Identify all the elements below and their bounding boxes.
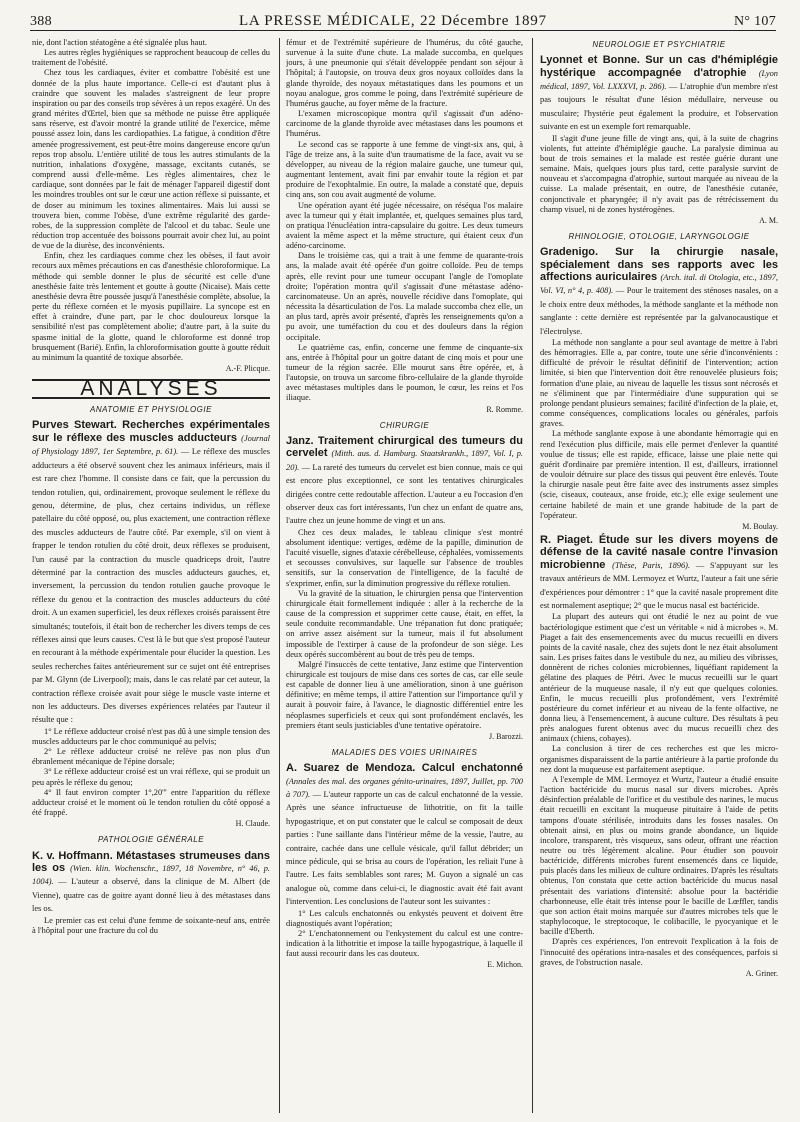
article-body: — L'atrophie d'un membre n'est pas toujours le résultat d'une lésion médullaire, nerveuse ou musculaire; l'hystérie peut également la produire, et l'observation suivante en est un exemple fort remarquable. [540, 81, 778, 132]
article-body: — Pour le traitement des sténoses nasales, on a le choix entre deux méthodes, la méthode sanglante et la méthode non sanglante : cette dernière est représentée par la galvanocaustique et l'électrolyse. [540, 286, 778, 336]
article-body: — L'auteur rapporte un cas de calcul enchatonné de la vessie. Après une séance infructueuse de lithotritie, on fit la taille hypogastrique, et on put constater que le calcul se composait de deux parties : l'une saillante dans l'intérieur même de la vessie, l'autre, au contraire, cachée dans une cellule vésicale, qu'il fallut débrider; un mince pédicule, qui se brisa au cours de l'opération, les reliait l'une à l'autre. Les faits semblables sont rares; M. Guyon a signalé un cas analogue où, comme dans celui-ci, le diagnostic avait été fait avant l'intervention. Les conclusions de l'auteur sont les suivantes : [286, 790, 523, 907]
list-item: 3° Le réflexe adducteur croisé est un vrai réflexe, qui se produit un peu après le réflexe du genou; [32, 767, 270, 787]
article-title: Janz. Traitement chirurgical des tumeurs du cervelet [286, 434, 523, 460]
page-number: 388 [30, 14, 52, 29]
paragraph: La conclusion à tirer de ces recherches est que les micro-organismes disparaissent de la partie antérieure à la partie profonde du nez dont la muqueuse est parfaitement aseptique. [540, 744, 778, 774]
article-reference: (Lyon médical, 1897, Vol. LXXXVI, p. 286). [540, 68, 778, 91]
article-title: R. Piaget. Étude sur les divers moyens de défense de la cavité nasale contre l'invasion microbienne [540, 533, 778, 571]
paragraph: Chez tous les cardiaques, éviter et combattre l'obésité est une donnée de la plus haute importance. Celle-ci est d'autant plus à craindre que souvent les malades s'astreignent de leur propre inspiration ou par des conseils trop sévères à un repos exagéré. Un des grand mérites d'Œrtel, bien que sa méthode ne puisse être appliquée sans réserve, est d'avoir montré la grande utilité de l'exercice, même poussé assez loin, dans les cardiopathies. La fatigue, à condition d'être amenée progressivement, est peut-être moins dangereuse encore qu'un repos trop absolu. L'entière utilité de tous les autres stimulants de la nutrition, inhalations d'oxygène, massage, excitants cutanés, se comprend aussi d'elle-même. Les règles alimentaires, chez le cardiaque, sont données par le fait de ménager l'appareil digestif dont les moindres troubles ont sur le cœur une action réflexe si puissante, et de doser au minimum les toxines alimentaires. Mais lui aussi se trouvera bien, comme l'obèse, d'une extrême régularité des garde-robes, de la suppression complète de l'alcool et du tabac. Seule une réduction trop accentuée des boissons pourrait avoir chez lui, au point de vue de la diurèse, des inconvénients. [32, 68, 270, 251]
paragraph: Les autres règles hygiéniques se rapprochent beaucoup de celles du traitement de l'obésité. [32, 48, 270, 68]
article-title: Purves Stewart. Recherches expérimentales sur le réflexe des muscles adducteurs [32, 419, 270, 444]
journal-title: LA PRESSE MÉDICALE, 22 Décembre 1897 [238, 13, 547, 29]
paragraph: Une opération ayant été jugée nécessaire, on réséqua l'os malaire avec la tumeur qui y était implantée, et, quelques semaines plus tard, on pratiqua l'énucléation intra-capsulaire du goitre. Les deux tumeurs avaient la même aspect et la même structure, qui étaient ceux d'un adéno-carcinome. [286, 200, 523, 251]
list-item: 4° Il faut environ compter 1°,20''' entre l'apparition du réflexe adducteur croisé et le moment où le tendon rotulien du côté opposé a été frappé. [32, 787, 270, 818]
article-title: Lyonnet et Bonne. Sur un cas d'hémiplégie hystérique accompagnée d'atrophie [540, 54, 778, 79]
list-item: 1° Le réflexe adducteur croisé n'est pas dû à une simple tension des muscles adducteurs par le choc communiqué au pelvis; [32, 726, 270, 746]
paragraph: Le premier cas est celui d'une femme de soixante-neuf ans, entrée à l'hôpital pour une fracture du col du [32, 915, 270, 935]
paragraph: D'après ces expériences, l'on entrevoit l'explication à la fois de l'innocuité des opérations intra-nasales et des conséquences, parfois si graves, de l'obstruction nasale. [540, 937, 778, 967]
list-item: 2° L'enchatonnement ou l'enkystement du calcul est une contre-indication à la lithotritie et impose la taille hypogastrique, à laquelle il faut aussi recourir dans les cas douteux. [286, 929, 523, 959]
column-divider [532, 38, 533, 1113]
article-body: — L'auteur a observé, dans la clinique de M. Albert (de Vienne), quatre cas de goitre ayant donné lieu à des métastases dans les os. [32, 877, 270, 914]
paragraph: La plupart des auteurs qui ont étudié le nez au point de vue bactériologique estiment que c'est un véritable « nid à microbes ». M. Piaget a fait des ensemencements avec du mucus recueilli en divers points de la cavité nasale, chez des sujets dont le nez était absolument sain. Les prises faites dans le vestibule du nez, au milieu des vibrisses, donnèrent de riches colonies microbiennes, liquéfiant rapidement la gélatine des plaques de Pétri. Avec le mucus recueilli sur le quart antérieur de la muqueuse nasale, il n'y eut que quelques colonies. Enfin, le mucus recueilli plus profondément, vers l'extrémité postérieure du cornet inférieur et au niveau de la fente olfactive, ne donna lieu, à l'ensemencement, à aucune culture. Des résultats à peu près analogues furent obtenus avec du mucus recueilli chez des animaux (chiens, cobayes). [540, 612, 778, 744]
paragraph: La méthode sanglante expose à une abondante hémorragie qui en rend l'exécution plus difficile, mais elle permet d'enlever la quantité voulue de tissus; elle est rapide, efficace, laisse une plaie nette qui guérit d'ordinaire par première intention. Il est, d'ailleurs, irrationnel de vouloir détruire sur place des tissus qui peuvent être enlevés. Toute la chirurgie nasale peut être faite avec des instruments assez simples (scie, ciseaux, couteaux, anse froide, etc.); elle exige seulement une certaine habileté de main et une grande habitude de la part de l'opérateur. [540, 429, 778, 520]
column-3 [540, 38, 778, 1113]
author-signature: A.-F. Plicque. [225, 364, 270, 373]
section-heading: NEUROLOGIE ET PSYCHIATRIE [592, 40, 726, 49]
author-signature: A. Griner. [745, 968, 778, 978]
section-heading: MALADIES DES VOIES URINAIRES [331, 748, 478, 758]
paragraph: A l'exemple de MM. Lermoyez et Wurtz, l'auteur a étudié ensuite l'action bactéricide du mucus nasal sur divers microbes. Après désinfection préalable de l'orifice et du vestibule des narines, le mucus était recueilli en excitant la muqueuse pituitaire à l'aide de petits tampons d'ouate stérilisée, introduits dans les fosses nasales. On obtenait ainsi, en plus ou moins grande abondance, un liquide incolore, transparent, très visqueux, sans odeur, offrant une réaction neutre ou très légèrement alcaline. Pour étudier son pouvoir bactéricide, différents microbes furent ensemencés dans ce liquide, puis placés dans les milieux de culture ordinaires. D'après les résultats obtenus, l'on constata que cette action bactéricide du mucus nasal présentait des variations d'intensité: absolue pour la bactéridie charbonneuse, elle était très intense pour le bacille de Lœffler, tandis que son action était moins marquée sur d'autres microbes tels que le staphylocoque, le streptocoque, le colibacille, le pyocyanique et le bacille d'Eberth. [540, 774, 778, 937]
article-entry [32, 850, 270, 916]
author-signature: J. Barozzi. [489, 731, 523, 741]
paragraph: Malgré l'insuccès de cette tentative, Janz estime que l'intervention chirurgicale est toujours de mise dans ces sortes de cas, car elle seule est capable de donner lieu à une amélioration, sinon à une guérison définitive; en même temps, il attire l'attention sur l'importance qu'il y aurait à pouvoir faire, à l'avance, le diagnostic différentiel entre les néoplasmes superficiels et ceux qui sont profondément enclavés, les premiers étant seuls justiciables d'une tentative opératoire. [286, 659, 523, 730]
paragraph: fémur et de l'extrémité supérieure de l'humérus, du côté gauche, survenue à la suite d'une chute. La malade succomba, en quelques jours, à une pneumonie qui s'était développée pendant son séjour à l'hôpital; à l'autopsie, on trouva deux gros noyaux colloïdes dans la glande thyroïde, des noyaux métastatiques dans les poumons et un noyau analogue, gros comme le poing, dans l'extrémité supérieure de l'humérus gauche, au foyer même de la fracture. [286, 38, 523, 108]
list-item: 2° Le réflexe adducteur croisé ne relève pas non plus d'un ébranlement mécanique de l'épine dorsale; [32, 747, 270, 767]
author-signature: E. Michon. [487, 960, 523, 970]
paragraph: Le quatrième cas, enfin, concerne une femme de cinquante-six ans, entrée à l'hôpital pour un goitre datant de cinq mois et pour une tumeur de la région sacrée. Elle mourut sans être opérée, et, à l'autopsie, on trouva un sarcome fibro-cellulaire de la glande thyroïde avec métastases multiples dans le poumon, le cœur, les reins et l'os iliaque. [286, 342, 523, 403]
column-divider [279, 38, 280, 1113]
paragraph: La méthode non sanglante a pour seul avantage de mettre à l'abri des hémorragies. Elle a, par contre, toute une série d'inconvénients : difficulté de prévoir le résultat définitif de l'intervention; action limitée, si bien que l'intervention doit être renouvelée plusieurs fois; formation d'une plaie, au niveau de laquelle les tissus sont nécrosés et ne s'éliminent que par l'intermédiaire d'une suppuration qui se prolonge pendant plusieurs semaines; facilité d'infection de la plaie, et, comme conséquences, complications locales ou générales, parfois graves. [540, 338, 778, 429]
article-entry [32, 419, 270, 726]
author-signature: A. M. [759, 215, 778, 225]
section-heading: PATHOLOGIE GÉNÉRALE [97, 835, 205, 845]
section-heading: CHIRURGIE [379, 420, 430, 430]
author-signature: R. Romme. [486, 404, 523, 414]
article-entry [286, 762, 523, 908]
paragraph: Vu la gravité de la situation, le chirurgien pensa que l'intervention chirurgicale était formellement indiquée : aller à la recherche de la cause de la compression et supprimer cette cause, était, en effet, la seule conduite recommandable. Une trépanation fut donc pratiquée; on arrive assez aisément sur la tumeur, mais il fut absolument impossible de l'extirper à cause de la profondeur de son siège. Les deux opérés succombèrent au bout de très peu de temps. [286, 588, 523, 659]
article-reference: (Wien. klin. Wochenschr., 1897, 18 Novembre, n° 46, p. 1004). [32, 863, 270, 887]
article-entry [540, 54, 778, 133]
article-title: Gradenigo. Sur la chirurgie nasale, spécialement dans ses rapports avec les affections auriculaires [540, 246, 778, 283]
paragraph: L'examen microscopique montra qu'il s'agissait d'un adéno-carcinome de la glande thyroïde avec métastases dans les poumons et l'humérus. [286, 109, 523, 139]
paragraph: Chez ces deux malades, le tableau clinique s'est montré absolument identique: vertiges, œdème de la papille, diminution de l'acuité visuelle, signes d'ataxie cérébelleuse, céphalées, vomissements et secousses convulsives, sur laquelle sur l'absence de troubles sensitifs, sur la conservation de l'intelligence, de la faculté de s'exprimer, enfin, sur la diminution progressive du réflexe rotulien. [286, 527, 523, 588]
list-item: 1° Les calculs enchatonnés ou enkystés peuvent et doivent être diagnostiqués avant l'opération; [286, 908, 523, 928]
paragraph: Le second cas se rapporte à une femme de vingt-six ans, qui, à l'âge de treize ans, à la suite d'un traumatisme de la face, avait vu se développer, au niveau de la région malaire gauche, une tumeur qui, augmentant lentement, avait fini par envahir toute la région et par produire de l'exophtalmie. En outre, la malade a constaté que, depuis cinq ans, son cou avait augmenté de volume. [286, 139, 523, 200]
paragraph: nie, dont l'action stéatogène a été signalée plus haut. [32, 38, 207, 47]
author-signature: H. Claude. [235, 819, 270, 829]
article-body: — S'appuyant sur les travaux antérieurs de MM. Lermoyez et Wurtz, l'auteur a fait une série d'expériences pour démontrer : 1° que la cavité nasale proprement dite est normalement aseptique; 2° que le mucus nasal est bactéricide. [540, 560, 778, 610]
paragraph: Dans le troisième cas, qui a trait à une femme de quarante-trois ans, la malade avait été opérée d'un goitre colloïde. Peu de temps après, elle revint pour une tumeur occupant l'angle de l'omoplate droite; l'opération montra qu'il s'agissait d'une métastase adéno-carcinomateuse. Un an après, nouvelle récidive dans l'omoplate, qui nécessita la désarticulation de l'os. La malade succomba chez elle, un an plus tard, après avoir présenté, d'après les renseignements qu'on a pu avoir, une tuméfaction du cou et des douleurs dans la région occipitale. [286, 251, 523, 342]
issue-number: N° 107 [733, 14, 776, 29]
article-reference: (Annales des mal. des organes génito-urinaires, 1897, Juillet, pp. 700 à 707). [286, 776, 523, 800]
article-entry [540, 534, 778, 612]
column-2 [286, 38, 523, 1113]
article-reference: (Arch. ital. di Otologia, etc., 1897, Vol. VI, n° 4, p. 408). [540, 272, 778, 296]
article-title: A. Suarez de Mendoza. Calcul enchatonné [286, 762, 523, 775]
paragraph: Enfin, chez les cardiaques comme chez les obèses, il faut avoir recours aux mêmes précautions en cas d'anesthésie chloroformique. La méthode qui semble donner le plus de sécurité est celle d'une anesthésie faite très lentement et goutte à goutte (Nicaise). Mais cette anesthésie devra être poussée jusqu'à l'anesthésie complète, absolue, la perte du réflexe cornéen et le myosis pupillaire. La syncope est en effet à craindre, d'une part, par le choc douloureux lorsque la sensibilité n'est pas complètement abolie; d'autre part, à la suite du spasme initial de la glotte, quand le chloroforme est donné trop brusquement (Barié). Enfin, la chloroformisation goutte à goutte réduit au minimum la quantité de toxique absorbée. [32, 251, 270, 362]
author-signature: M. Boulay. [742, 521, 778, 531]
article-body: — Le réflexe des muscles adducteurs a été observé souvent chez les animaux inférieurs, mais il est rare chez l'homme. Il consiste dans ce fait, que la percussion du tendon rotulien, qui, ordinairement, provoque seulement le réflexe du genou, détermine, de plus, chez certains individus, un réflexe patellaire du côté opposé, ou, plus exactement, une contraction réflexe des muscles adducteurs de l'autre côté. Par exemple, s'il on vient à frapper le tendon rotulien du côté droit, deux réflexes se produisent, l'un causé par la contraction du muscle quadriceps droit, l'autre déterminé par la contraction des muscles adducteurs gauches, et, inversement, la percussion du tendon rotulien gauche provoque le réflexe du genou et la contraction des muscles adducteurs du côté droit. A un examen superficiel, les deux réflexes croisés paraissent être simultanés; toutefois, il était bon de rechercher les divers temps de ces réflexes ainsi que leurs causes. C'est là le but que s'est proposé l'auteur en recourant à la méthode expérimentale pour élucider la question. Les seules recherches faites antérieurement sur ce sujet ont été entreprises par M. Glynn (de Liverpool); mais, dans le cas relaté par cet auteur, la contraction réflexe croisée avait pour siège le muscle vaste interne et non les adducteurs. Des diverses expériences relatées par l'auteur il résulte que : [32, 447, 270, 725]
paragraph: Il s'agit d'une jeune fille de vingt ans, qui, à la suite de chagrins violents, fut atteinte d'hémiplégie gauche. La paralysie diminua au bout de trois semaines et la malade est restée guérie durant une semaine. Mais, quelques jours plus tard, cette paralysie survint de nouveau et s'accompagna d'atrophie, surtout marquée au niveau de la cuisse. La malade présentait, en outre, de l'anesthésie cutanée, conjonctivale et pharyngée; il n'y avait pas de rétrécissement du champ visuel, ni de zones hystérogènes. [540, 133, 778, 214]
article-reference: (Journal of Physiology 1897, 1er Septembre, p. 61). [32, 433, 270, 457]
article-entry [540, 246, 778, 338]
article-reference: (Mitth. aus. d. Hamburg. Staatskrankh., 1897, Vol. I, p. 20). [286, 449, 523, 472]
section-heading: ANATOMIE ET PHYSIOLOGIE [90, 405, 212, 415]
article-title: K. v. Hoffmann. Métastases strumeuses dans les os [32, 849, 270, 874]
section-heading: RHINOLOGIE, OTOLOGIE, LARYNGOLOGIE [568, 232, 750, 241]
article-entry [286, 435, 523, 528]
article-reference: (Thèse, Paris, 1896). [612, 560, 696, 570]
page-header [30, 8, 776, 31]
section-title-analyses: ANALYSES [32, 379, 270, 399]
article-body: — La rareté des tumeurs du cervelet est bien connue, mais ce qui est encore plus exceptionnel, ce sont les tentatives chirurgicales dirigées contre cette redoutable affection. L'auteur a eu l'occasion d'en observer deux cas fort intéressants, l'un chez un enfant de quatre ans, l'autre chez un jeune homme de vingt et un ans. [286, 462, 523, 526]
column-1 [32, 38, 270, 1113]
